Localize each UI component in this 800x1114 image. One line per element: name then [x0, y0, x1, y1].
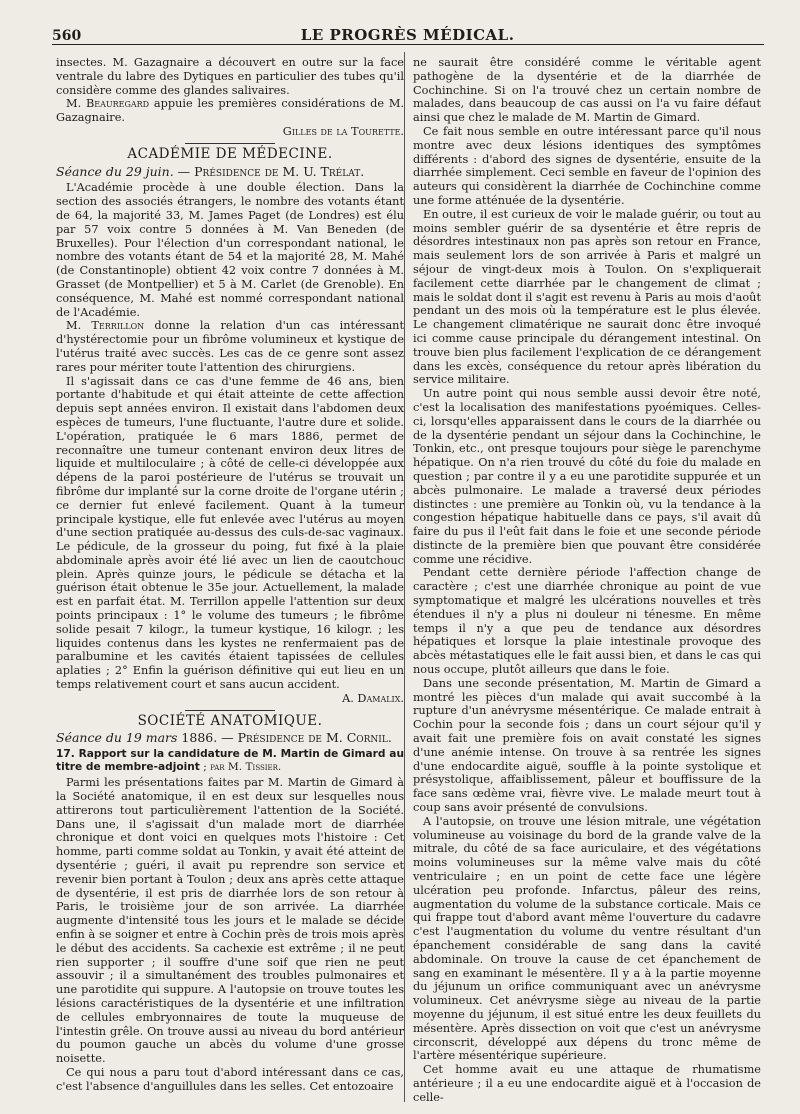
paragraph: Ce fait nous semble en outre intéressant parce qu'il nous montre avec deux lésions identiques des symptômes différents : d'abord des signes de dysentérie, ensuite de la diarrhée simplement. Ceci semble en faveur de l'opinion des auteurs qui considèrent la diarrhée de Cochinchine comme une forme atténuée de la dysentérie. [413, 124, 761, 207]
person-name: M. Beauregard [66, 97, 150, 111]
page-header [52, 22, 764, 45]
session-date: Séance du 19 mars [56, 730, 178, 746]
paragraph: L'Académie procède à une double élection. Dans la section des associés étrangers, le nombre des votants étant de 64, la majorité 33, M. James Paget (de Londres) est élu par 57 voix contre 5 données à M. Van Beneden (de Bruxelles). Pour l'élection d'un correspondant national, le nombre des votants étant de 54 et la majorité 28, M. Mahé (de Constantinople) obtient 42 voix contre 7 données à M. Grasset (de Montpellier) et 5 à M. Carlet (de Grenoble). En conséquence, M. Mahé est nommé correspondant national de l'Académie. [56, 181, 404, 319]
journal-title: LE PROGRÈS MÉDICAL. [300, 26, 515, 44]
paragraph [56, 319, 404, 374]
author-signature: Gilles de la Tourette. [282, 124, 404, 138]
section-heading: SOCIÉTÉ ANATOMIQUE. [137, 712, 323, 729]
left-column [56, 56, 404, 1094]
paragraph: Un autre point qui nous semble aussi devoir être noté, c'est la localisation des manifestations pyoémiques. Celles-ci, lorsqu'elles apparaissent dans le cours de la diarrhée ou de la dysentérie pendant un séjour dans la Cochinchine, le Tonkin, etc., ont presque toujours pour siège le parenchyme hépatique. On n'a rien trouvé du côté du foie du malade en question ; par contre il y a eu une parotidite suppurée et un abcès pulmonaire. Le malade a traversé deux périodes distinctes : une première au Tonkin où, vu la tendance à la congestion hépatique habituelle dans ce pays, s'il avait dû faire du pus il l'eût fait dans le foie et une seconde période distincte de la première bien que pouvant être considérée comme une récidive. [413, 387, 761, 566]
session-date: Séance du 29 juin. [56, 163, 174, 179]
paragraph: Parmi les présentations faites par M. Martin de Gimard à la Société anatomique, il en est deux sur lesquelles nous attirerons tout particulièrement l'attention de la Société. Dans une, il s'agissait d'un malade mort de diarrhée chronique et dont voici en quelques mots l'histoire : Cet homme, parti comme soldat au Tonkin, y avait été atteint de dysentérie ; guéri, il avait pu reprendre son service et revenir bien portant à Toulon ; deux ans après cette attaque de dysentérie, il est pris de diarrhée lors de son retour à Paris, le troisième jour de son arrivée. La diarrhée augmente d'intensité tous les jours et le malade se décide enfin à se soigner et entre à Cochin près de trois mois après le début des accidents. Sa cachexie est extrême ; il ne peut rien supporter ; il souffre d'une soif que rien ne peut assouvir ; il a simultanément des troubles pulmonaires et une parotidite qui suppure. A l'autopsie on trouve toutes les lésions caractéristiques de la dysentérie et une infiltration de cellules embryonnaires de toute la muqueuse de l'intestin grêle. On trouve aussi au niveau du bord antérieur du poumon gauche un abcès du volume d'une grosse noisette. [56, 776, 404, 1066]
session-president: — Présidence de M. U. Trélat. [173, 163, 365, 179]
paragraph-text: appuie les premières considérations de M. Gazagnaire. [56, 97, 404, 125]
column-divider [404, 52, 405, 1102]
session-line [56, 165, 404, 179]
section-rule [185, 710, 275, 711]
person-name: M. Terrillon [66, 319, 145, 333]
paragraph: insectes. M. Gazagnaire a découvert en outre sur la face ventrale du labre des Dytiques en particulier des tubes qu'il considère comme des glandes salivaires. [56, 56, 404, 97]
right-column [413, 56, 761, 1105]
report-title [56, 748, 404, 774]
paragraph-text: donne la relation d'un cas intéressant d'hystérectomie pour un fibrôme volumineux et kystique de l'utérus traité avec succès. Les cas de ce genre sont assez rares pour mériter toute l'attention des chirurgiens. [56, 319, 405, 374]
paragraph: Ce qui nous a paru tout d'abord intéressant dans ce cas, c'est l'absence d'anguillules dans les selles. Cet entozoaire [56, 1065, 404, 1093]
section-heading: ACADÉMIE DE MÉDECINE. [127, 145, 333, 162]
report-title-text: 17. Rapport sur la candidature de M. Martin de Gimard au titre de membre-adjoint [56, 748, 404, 774]
paragraph: Il s'agissait dans ce cas d'une femme de 46 ans, bien portante d'habitude et qui était atteinte de cette affection depuis sept années environ. Il existait dans l'abdomen deux espèces de tumeurs, l'une fluctuante, l'autre dure et solide. L'opération, pratiquée le 6 mars 1886, permet de reconnaître une tumeur contenant environ deux litres de liquide et multiloculaire ; à côté de celle-ci développée aux dépens de la paroi postérieure de l'utérus se trouvait un fibrôme dur implanté sur la corne droite de l'organe utérin ; ce dernier fut enlevé facilement. Quant à la tumeur principale kystique, elle fut enlevée avec l'utérus au moyen d'une section pratiquée au-dessus des culs-de-sac vaginaux. Le pédicule, de la grosseur du poing, fut fixé à la plaie abdominale après avoir été lié avec un lien de caoutchouc plein. Après quinze jours, le pédicule se détacha et la guérison était obtenue le 35e jour. Actuellement, la malade est en parfait état. M. Terrillon appelle l'attention sur deux points principaux : 1° le volume des tumeurs ; le fibrôme solide pesait 7 kilogr., la tumeur kystique, 16 kilogr. ; les liquides contenus dans les kystes ne renfermaient pas de paralbumine et les cavités étaient tapissées de cellules aplaties ; 2° Enfin la guérison définitive qui eut lieu en un temps relativement court et sans aucun accident. [56, 374, 404, 692]
paragraph: Pendant cette dernière période l'affection change de caractère ; c'est une diarrhée chronique au point de vue symptomatique et malgré les ulcérations nouvelles et très étendues il n'y a plus ni douleur ni ténesme. En même temps il n'y a que peu de tendance aux désordres hépatiques et lorsque la plaie intestinale provoque des abcès métastatiques elle le fait aussi bien, et dans le cas qui nous occupe, plutôt ailleurs que dans le foie. [413, 566, 761, 677]
paragraph: Cet homme avait eu une attaque de rhumatisme antérieure ; il a eu une endocardite aiguë et à l'occasion de celle- [413, 1063, 761, 1104]
paragraph: En outre, il est curieux de voir le malade guérir, ou tout au moins sembler guérir de sa dysentérie et être repris de désordres intestinaux non pas après son retour en France, mais seulement lors de son arrivée à Paris et malgré un séjour de vingt-deux mois à Toulon. On s'expliquerait facilement cette diarrhée par le changement de climat ; mais le soldat dont il s'agit est revenu à Paris au mois d'août pendant un des mois où la température est le plus élevée. Le changement climatérique ne saurait donc être invoqué ici comme cause principale du dérangement intestinal. On trouve bien plus facilement l'explication de ce dérangement dans les excès, conséquence du retour après libération du service militaire. [413, 207, 761, 387]
page-number: 560 [52, 28, 82, 44]
paragraph: A l'autopsie, on trouve une lésion mitrale, une végétation volumineuse au voisinage du bord de la grande valve de la mitrale, du côté de sa face auriculaire, et des végétations moins volumineuses sur la même valve mais du côté ventriculaire ; en un point de cette face une légère ulcération peu profonde. Infarctus, pâleur des reins, augmentation du volume de la substance corticale. Mais ce qui frappe tout d'abord avant même l'ouverture du cadavre c'est l'augmentation du volume du ventre résultant d'un épanchement considérable de sang dans la cavité abdominale. On trouve la cause de cet épanchement de sang en examinant le mésentère. Il y a à la partie moyenne du jéjunum un orifice communiquant avec un anévrysme volumineux. Cet anévrysme siège au niveau de la partie moyenne du jéjunum, il est situé entre les deux feuillets du mésentère. Après dissection on voit que c'est un anévrysme circonscrit, développé aux dépens du tronc même de l'artère mésentérique supérieure. [413, 814, 761, 1063]
session-line [56, 731, 404, 745]
section-rule [185, 143, 275, 144]
report-author: ; par M. Tissier. [199, 761, 282, 774]
paragraph [56, 97, 404, 125]
session-president: 1886. — Présidence de M. Cornil. [177, 730, 392, 746]
paragraph: ne saurait être considéré comme le véritable agent pathogène de la dysentérie et de la diarrhée de Cochinchine. Si on l'a trouvé chez un certain nombre de malades, dans beaucoup de cas aussi on l'a vu faire défaut ainsi que chez le malade de M. Martin de Gimard. [413, 56, 761, 125]
author-signature: A. Damalix. [342, 691, 404, 705]
paragraph: Dans une seconde présentation, M. Martin de Gimard a montré les pièces d'un malade qui avait succombé à la rupture d'un anévrysme mésentérique. Ce malade entrait à Cochin pour la seconde fois ; dans un court séjour qu'il y avait fait une première fois on avait constaté les signes d'une anémie intense. On trouve à sa rentrée les signes d'une endocardite aiguë, souffle à la pointe systolique et présystolique, affaiblissement, pâleur et bouffissure de la face sans œdème vrai, fièvre vive. Le malade meurt tout à coup sans avoir présenté de convulsions. [413, 676, 761, 815]
